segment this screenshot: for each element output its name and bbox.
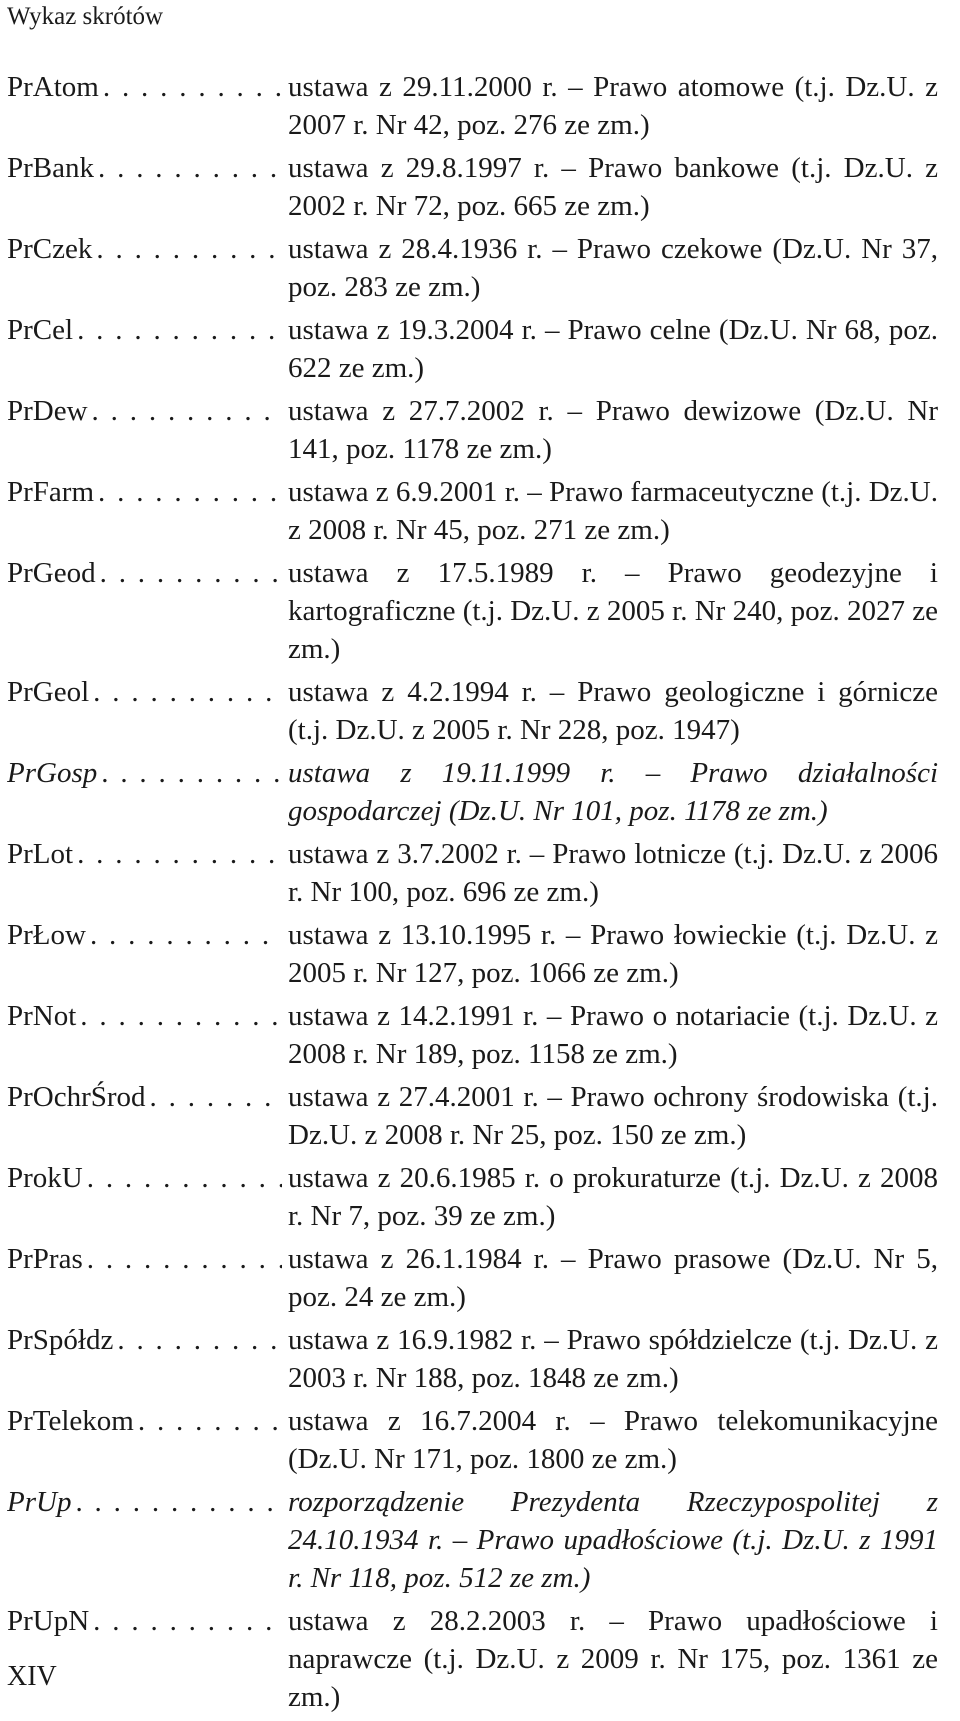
dot-leader [94,473,282,549]
abbreviation-definition: ustawa z 16.7.2004 r. – Prawo telekomunikacyjne (Dz.U. Nr 171, poz. 1800 ze zm.) [288,1405,938,1475]
abbreviation-term: PrAtom [7,71,99,103]
abbreviation-term: PrBank [7,152,94,184]
abbreviation-column [7,68,282,144]
dot-leader [97,754,282,830]
dot-leader [113,1321,282,1397]
abbreviation-term: PrPras [7,1243,83,1275]
abbreviation-column [7,554,282,668]
dot-leader [76,997,282,1073]
abbreviation-definition: ustawa z 16.9.1982 r. – Prawo spółdzielcze (t.j. Dz.U. z 2003 r. Nr 188, poz. 1848 ze zm.) [288,1324,938,1394]
dot-leader [73,835,282,911]
abbreviation-entry [7,311,952,387]
abbreviation-column [7,1483,282,1597]
abbreviation-term: PrFarm [7,476,94,508]
abbreviation-definition: ustawa z 14.2.1991 r. – Prawo o notariacie (t.j. Dz.U. z 2008 r. Nr 189, poz. 1158 ze zm.) [288,1000,938,1070]
abbreviation-entry [7,673,952,749]
dot-leader [134,1402,282,1478]
abbreviation-column [7,754,282,830]
abbreviation-definition: ustawa z 17.5.1989 r. – Prawo geodezyjne i kartograficzne (t.j. Dz.U. z 2005 r. Nr 240, poz. 2027 ze zm.) [288,557,938,665]
abbreviation-entry [7,1321,952,1397]
abbreviation-entry [7,1078,952,1154]
abbreviation-definition: ustawa z 29.8.1997 r. – Prawo bankowe (t.j. Dz.U. z 2002 r. Nr 72, poz. 665 ze zm.) [288,152,938,222]
dot-leader [73,311,282,387]
abbreviation-definition: ustawa z 20.6.1985 r. o prokuraturze (t.j. Dz.U. z 2008 r. Nr 7, poz. 39 ze zm.) [288,1162,938,1232]
abbreviation-definition: ustawa z 27.7.2002 r. – Prawo dewizowe (Dz.U. Nr 141, poz. 1178 ze zm.) [288,395,938,465]
abbreviation-term: PrCzek [7,233,93,265]
abbreviation-term: PrCel [7,314,74,346]
abbreviation-term: PrGosp [7,757,98,789]
abbreviation-term: PrUpN [7,1605,90,1637]
abbreviation-definition: ustawa z 28.4.1936 r. – Prawo czekowe (Dz.U. Nr 37, poz. 283 ze zm.) [288,233,938,303]
abbreviation-entry [7,1159,952,1235]
abbreviation-column [7,230,282,306]
dot-leader [86,916,282,992]
abbreviation-entry [7,1402,952,1478]
abbreviation-term: PrNot [7,1000,77,1032]
dot-leader [89,673,282,749]
abbreviation-term: PrDew [7,395,88,427]
abbreviation-definition: ustawa z 27.4.2001 r. – Prawo ochrony środowiska (t.j. Dz.U. z 2008 r. Nr 25, poz. 150 ze zm.) [288,1081,938,1151]
abbreviation-definition: ustawa z 3.7.2002 r. – Prawo lotnicze (t.j. Dz.U. z 2006 r. Nr 100, poz. 696 ze zm.) [288,838,938,908]
dot-leader [83,1240,282,1316]
abbreviation-term: PrGeod [7,557,96,589]
abbreviation-column [7,392,282,468]
abbreviation-term: PrSpółdz [7,1324,114,1356]
abbreviation-term: PrTelekom [7,1405,134,1437]
abbreviation-term: PrŁow [7,919,86,951]
abbreviations-list [7,68,952,1721]
dot-leader [146,1078,282,1154]
dot-leader [94,149,282,225]
abbreviation-definition: ustawa z 28.2.2003 r. – Prawo upadłościowe i naprawcze (t.j. Dz.U. z 2009 r. Nr 175, poz. 1361 ze zm.) [288,1605,938,1713]
abbreviation-column [7,311,282,387]
abbreviation-definition: ustawa z 29.11.2000 r. – Prawo atomowe (t.j. Dz.U. z 2007 r. Nr 42, poz. 276 ze zm.) [288,71,938,141]
abbreviation-entry [7,149,952,225]
abbreviation-column [7,673,282,749]
abbreviation-definition: ustawa z 26.1.1984 r. – Prawo prasowe (Dz.U. Nr 5, poz. 24 ze zm.) [288,1243,938,1313]
abbreviation-column [7,1321,282,1397]
abbreviation-term: PrOchrŚrod [7,1081,146,1113]
abbreviation-entry [7,997,952,1073]
abbreviation-column [7,149,282,225]
dot-leader [96,554,282,668]
abbreviation-definition: ustawa z 19.11.1999 r. – Prawo działalności gospodarczej (Dz.U. Nr 101, poz. 1178 ze zm.) [288,757,938,827]
abbreviation-entry [7,835,952,911]
abbreviation-entry [7,754,952,830]
abbreviation-entry [7,1483,952,1597]
abbreviation-column [7,1402,282,1478]
dot-leader [92,230,282,306]
abbreviation-entry [7,916,952,992]
abbreviation-column [7,997,282,1073]
abbreviation-column [7,1240,282,1316]
abbreviation-term: ProkU [7,1162,83,1194]
running-header: Wykaz skrótów [7,3,164,30]
abbreviation-column [7,1078,282,1154]
abbreviation-term: PrGeol [7,676,90,708]
dot-leader [88,392,282,468]
abbreviation-entry [7,1240,952,1316]
abbreviation-column [7,473,282,549]
abbreviation-term: PrUp [7,1486,72,1518]
abbreviation-column [7,1159,282,1235]
page-number: XIV [7,1661,57,1692]
abbreviation-entry [7,230,952,306]
abbreviation-column [7,835,282,911]
dot-leader [83,1159,282,1235]
abbreviation-column [7,916,282,992]
abbreviation-entry [7,554,952,668]
abbreviation-definition: ustawa z 6.9.2001 r. – Prawo farmaceutyczne (t.j. Dz.U. z 2008 r. Nr 45, poz. 271 ze zm.) [288,476,938,546]
abbreviation-definition: ustawa z 13.10.1995 r. – Prawo łowieckie (t.j. Dz.U. z 2005 r. Nr 127, poz. 1066 ze zm.) [288,919,938,989]
abbreviation-entry [7,473,952,549]
abbreviation-definition: ustawa z 4.2.1994 r. – Prawo geologiczne i górnicze (t.j. Dz.U. z 2005 r. Nr 228, poz. 1947) [288,676,938,746]
abbreviation-definition: rozporządzenie Prezydenta Rzeczypospolitej z 24.10.1934 r. – Prawo upadłościowe (t.j. Dz.U. z 1991 r. Nr 118, poz. 512 ze zm.) [288,1486,938,1594]
abbreviation-term: PrLot [7,838,74,870]
dot-leader [99,68,282,144]
abbreviation-definition: ustawa z 19.3.2004 r. – Prawo celne (Dz.U. Nr 68, poz. 622 ze zm.) [288,314,938,384]
dot-leader [71,1483,282,1597]
abbreviation-entry [7,392,952,468]
abbreviation-entry [7,68,952,144]
